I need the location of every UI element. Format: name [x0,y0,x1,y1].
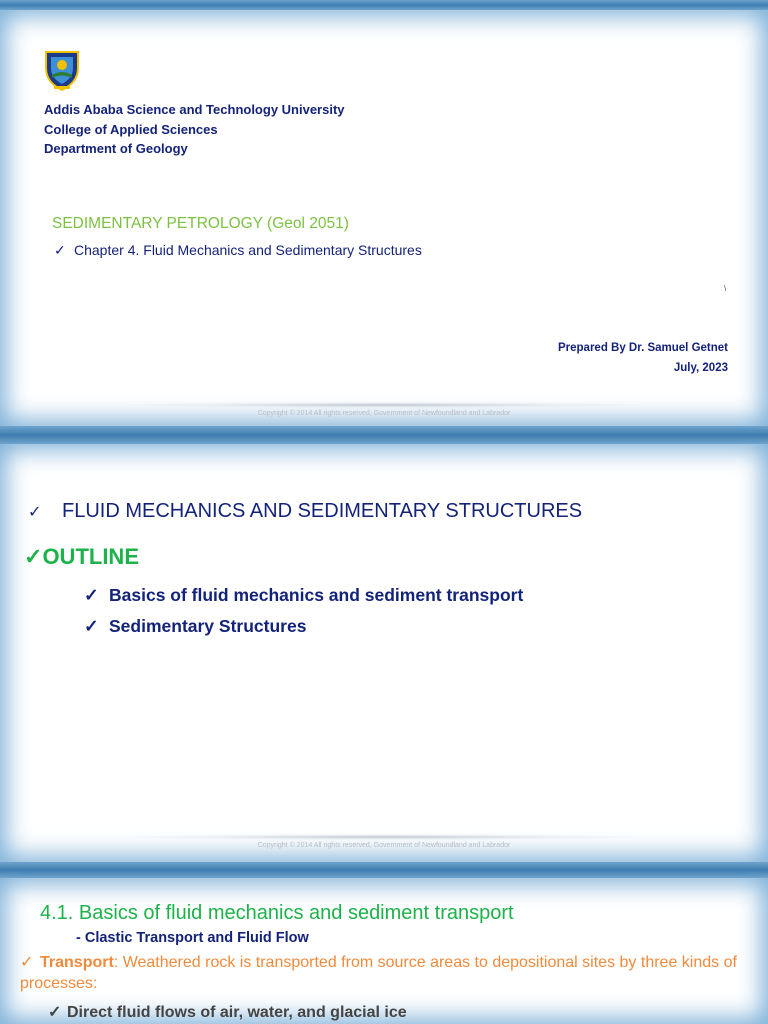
bullet-item [48,1002,407,1022]
bullet-text: Direct fluid flows of air, water, and glacial ice [67,1004,407,1021]
list-item: ✓ Sedimentary Structures [84,611,523,642]
outline-heading [24,544,139,570]
title-slide [0,10,768,426]
chapter-title: Chapter 4. Fluid Mechanics and Sedimentary Structures [74,242,422,258]
list-item: ✓ Basics of fluid mechanics and sediment transport [84,580,523,611]
checkmark-icon: ✓ [48,1004,62,1021]
checkmark-icon: ✓ [20,954,34,971]
outline-slide [0,444,768,862]
checkmark-icon: ✓ [84,616,99,636]
content-slide [0,878,768,1024]
slide-gap [0,426,768,444]
checkmark-icon: ✓ [28,504,42,521]
stray-mark: \ [724,284,727,293]
prepared-by: Prepared By Dr. Samuel Getnet [557,342,728,354]
checkmark-icon: ✓ [24,544,43,569]
course-title: SEDIMENTARY PETROLOGY (Geol 2051) [52,215,349,232]
outline-label: OUTLINE [42,544,139,569]
checkmark-icon: ✓ [54,242,66,258]
slide-gap [0,0,768,10]
footer-divider [120,402,648,408]
transport-label: Transport [40,954,114,971]
chapter-line [54,242,422,259]
department-name: Department of Geology [44,141,188,156]
copyright-notice: Copyright © 2014 All rights reserved, Government of Newfoundland and Labrador [257,842,511,849]
section-heading: 4.1. Basics of fluid mechanics and sediment transport [40,902,514,924]
footer-divider [120,834,648,840]
checkmark-icon: ✓ [84,585,99,605]
slide-heading [28,500,582,523]
slide-title: FLUID MECHANICS AND SEDIMENTARY STRUCTURES [62,500,583,522]
university-logo [40,48,84,92]
transport-paragraph [20,952,764,994]
copyright-notice: Copyright © 2014 All rights reserved, Government of Newfoundland and Labrador [257,410,511,417]
slide-gap [0,862,768,878]
presentation-date: July, 2023 [673,362,728,374]
college-name: College of Applied Sciences [44,121,218,137]
university-name: Addis Ababa Science and Technology University [44,102,345,117]
outline-list [84,580,523,642]
transport-text: : Weathered rock is transported from source areas to depositional sites by three kinds of processes: [20,954,737,992]
section-subheading: - Clastic Transport and Fluid Flow [76,930,309,946]
